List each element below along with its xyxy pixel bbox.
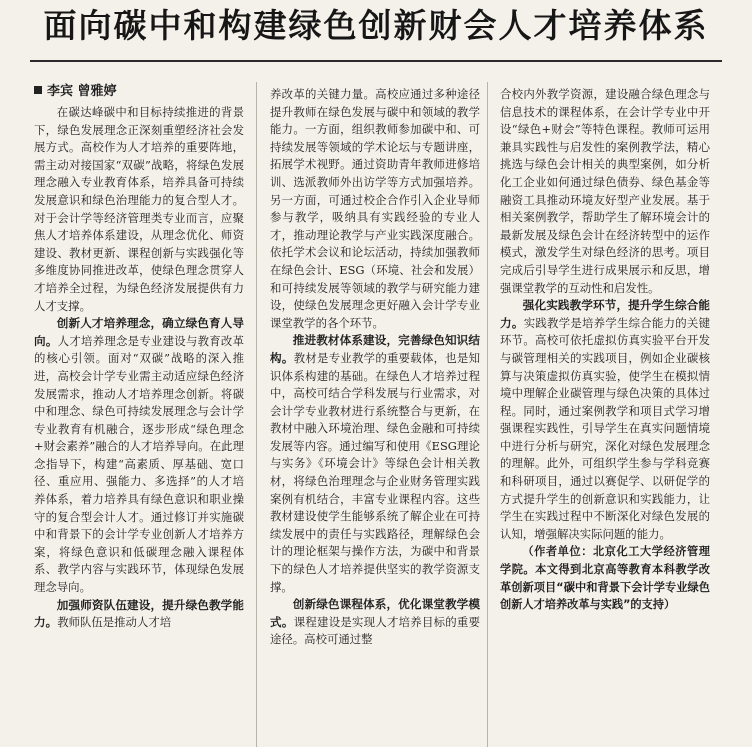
column-divider [487, 82, 488, 747]
section-heading: 推进教材体系建设，完善绿色知识结构。 [270, 333, 480, 365]
paragraph-text: 教师队伍是推动人才培 [57, 615, 172, 630]
article-title: 面向碳中和构建绿色创新财会人才培养体系 [43, 6, 709, 45]
authors: 李宾 曾雅婷 [47, 84, 117, 99]
paragraph [34, 315, 244, 597]
paragraph-text: 实践教学是培养学生综合能力的关键环节。高校可依托虚拟仿真实验平台开发与碳管理相关的实践项目，例如企业碳核算与决策虚拟仿真实验，使学生在模拟情境中理解企业碳管理与绿色决策的具体过程。同时，通过案例教学和项目式学习增强课程实践性，引导学生在真实问题情境中进行分析与研究，深化对绿色发展理念的理解。此外，可组织学生参与学科竞赛和科研项目，通过以赛促学、以研促学的方式提升学生的创新意识和实践能力，让学生在实践过程中不断深化对绿色发展的认知，增强解决实际问题的能力。 [500, 315, 710, 541]
paragraph-text: 人才培养理念是专业建设与教育改革的核心引领。面对“双碳”战略的深入推进，高校会计学专业需主动适应绿色经济发展需求，推动人才培养理念创新。将碳中和理念、绿色可持续发展理念与会计学专业教育有机融合，逐步形成“绿色理念+财会素养”融合的人才培养导向。在此理念指导下，构建“高素质、厚基础、宽口径、重应用、强能力、多选择”的人才培养体系，着力培养具有绿色意识和职业操守的复合型会计人才。通过修订并实施碳中和背景下的会计学专业创新人才培养方案，将绿色意识和低碳理念融入课程体系、教学内容与实践环节，体现绿色发展理念导向。 [34, 333, 244, 595]
paragraph [270, 332, 480, 596]
paragraph [270, 596, 480, 649]
author-affiliation: （作者单位：北京化工大学经济管理学院。本文得到北京高等教育本科教学改革创新项目“碳中和背景下会计学专业绿色创新人才培养改革与实践”的支持） [500, 545, 710, 612]
paragraph [500, 297, 710, 543]
column-2 [270, 86, 480, 747]
title-rule [30, 60, 722, 62]
paragraph-text: 课程建设是实现人才培养目标的重要途径。高校可通过整 [270, 614, 480, 647]
paragraph [34, 597, 244, 632]
column-3 [500, 86, 710, 747]
paragraph: 在碳达峰碳中和目标持续推进的背景下，绿色发展理念正深刻重塑经济社会发展方式。高校作为人才培养的重要阵地，需主动对接国家“双碳”战略，将绿色发展理念融入专业教育体系，培养具备可持续发展意识和绿色治理能力的复合型人才。对于会计学等经济管理类专业而言，应聚焦人才培养体系建设，从理念优化、师资建设、教材更新、课程创新与实践强化等多维度协同推进改革，使绿色理念贯穿人才培养全过程，为绿色经济发展提供有力人才支撑。 [34, 105, 244, 313]
square-bullet-icon [34, 86, 42, 94]
section-heading: 创新绿色课程体系，优化课堂教学模式。 [270, 597, 480, 629]
paragraph: 养改革的关键力量。高校应通过多种途径提升教师在绿色发展与碳中和领域的教学能力。一方面，组织教师参加碳中和、可持续发展等领域的学术论坛与专题讲座，拓展学术视野。通过资助青年教师进修培训、选派教师外出访学等方式加强培养。另一方面，可通过校企合作引入企业导师参与教学，吸纳具有实践经验的专业人才，推动理论教学与产业实践深度融合。依托学术会议和论坛活动，持续加强教师在绿色会计、ESG（环境、社会和发展）和可持续发展等领域的教学与研究能力建设，使绿色发展理念更好融入会计学专业课堂教学的各个环节。 [270, 87, 480, 330]
column-1 [34, 104, 244, 747]
section-heading: 创新人才培养理念，确立绿色育人导向。 [34, 316, 244, 348]
column-divider [256, 82, 257, 747]
paragraph: 合校内外教学资源，建设融合绿色理念与信息技术的课程体系，在会计学专业中开设“绿色+财会”等特色课程。教师可运用兼具实践性与启发性的案例教学法，精心挑选与绿色会计相关的典型案例，如分析化工企业如何通过绿色债券、绿色基金等融资工具推动环境友好型产业发展。基于相关案例教学，帮助学生了解环境会计的最新发展及绿色会计在经济转型中的运作模式，激发学生对绿色经济的思考。项目完成后引导学生进行成果展示和反思，增强课堂教学的互动性和启发性。 [500, 87, 710, 295]
section-heading: 强化实践教学环节，提升学生综合能力。 [500, 298, 710, 330]
paragraph-text: 教材是专业教学的重要载体，也是知识体系构建的基础。在绿色人才培养过程中，高校可结合学科发展与行业需求，对会计学专业教材进行系统整合与更新，在教材中融入环境治理、绿色金融和可持续发展等内容。通过编写和使用《ESG理论与实务》《环境会计》等绿色会计相关教材，将绿色治理理念与企业财务管理实践案例有机结合，丰富专业课程内容。这些教材建设使学生能够系统了解企业在可持续发展中的责任与实践路径，理解绿色会计的理论框架与操作方法，为碳中和背景下的绿色人才培养提供坚实的教学资源支撑。 [270, 350, 480, 594]
author-line [34, 80, 117, 99]
section-heading: 加强师资队伍建设，提升绿色教学能力。 [34, 597, 244, 630]
